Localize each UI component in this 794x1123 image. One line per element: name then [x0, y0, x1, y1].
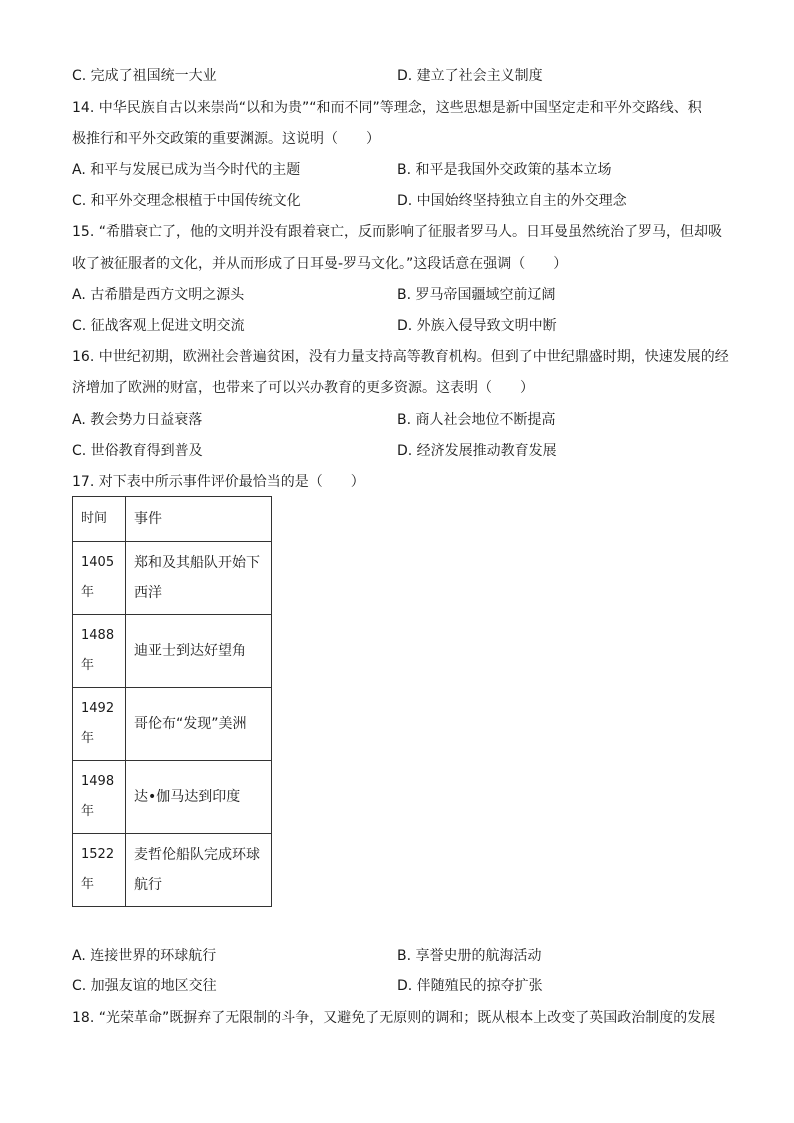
table-header-row [73, 497, 272, 542]
q13-options-cd [72, 66, 732, 86]
year-number: 1522 [81, 847, 115, 862]
year-suffix: 年 [81, 585, 95, 600]
q14-stem-line2: 极推行和平外交政策的重要渊源。这说明（ ） [72, 131, 380, 147]
table-cell-event: 迪亚士到达好望角 [126, 615, 272, 688]
table-cell-year [73, 688, 126, 761]
q15-option-b[interactable]: B. 罗马帝国疆域空前辽阔 [397, 287, 556, 303]
q15-option-a[interactable]: A. 古希腊是西方文明之源头 [72, 287, 245, 303]
year-suffix: 年 [81, 658, 95, 673]
table-cell-year [73, 615, 126, 688]
table-cell-year [73, 834, 126, 907]
year-number: 1498 [81, 774, 115, 789]
q13-option-d[interactable]: D. 建立了社会主义制度 [397, 68, 543, 84]
table-cell-year [73, 542, 126, 615]
event-line2: 西洋 [134, 585, 162, 601]
q16-options-ab [72, 410, 732, 430]
table-row [73, 688, 272, 761]
year-number: 1492 [81, 701, 115, 716]
table-cell-event: 哥伦布“发现”美洲 [126, 688, 272, 761]
year-number: 1488 [81, 628, 115, 643]
event-line1: 麦哲伦船队完成环球 [134, 847, 260, 863]
q15-stem-line2: 收了被征服者的文化，并从而形成了日耳曼-罗马文化。”这段话意在强调（ ） [72, 256, 568, 272]
year-number: 1405 [81, 555, 115, 570]
q15-stem-line1: 15. “希腊衰亡了，他的文明并没有跟着衰亡，反而影响了征服者罗马人。日耳曼虽然统治了罗马，但却吸 [72, 224, 722, 240]
q15-option-d[interactable]: D. 外族入侵导致文明中断 [397, 318, 557, 334]
q17-options-cd [72, 976, 732, 996]
q15-options-cd [72, 316, 732, 336]
table-row [73, 542, 272, 615]
q15-option-c[interactable]: C. 征战客观上促进文明交流 [72, 318, 245, 334]
table-cell-event [126, 542, 272, 615]
table-row [73, 615, 272, 688]
q18-stem-line1: 18. “光荣革命”既摒弃了无限制的斗争，又避免了无原则的调和；既从根本上改变了英国政治制度的发展 [72, 1010, 716, 1026]
q14-options-cd [72, 191, 732, 211]
event-line1: 郑和及其船队开始下 [134, 555, 260, 571]
q17-option-d[interactable]: D. 伴随殖民的掠夺扩张 [397, 978, 543, 994]
q14-option-b[interactable]: B. 和平是我国外交政策的基本立场 [397, 162, 612, 178]
year-suffix: 年 [81, 731, 95, 746]
q16-option-b[interactable]: B. 商人社会地位不断提高 [397, 412, 556, 428]
q14-option-c[interactable]: C. 和平外交理念根植于中国传统文化 [72, 193, 301, 209]
q17-stem: 17. 对下表中所示事件评价最恰当的是（ ） [72, 474, 365, 490]
q14-option-d[interactable]: D. 中国始终坚持独立自主的外交理念 [397, 193, 627, 209]
table-row [73, 834, 272, 907]
table-cell-year [73, 761, 126, 834]
q17-option-b[interactable]: B. 享誉史册的航海活动 [397, 948, 542, 964]
q17-option-c[interactable]: C. 加强友谊的地区交往 [72, 978, 217, 994]
q17-option-a[interactable]: A. 连接世界的环球航行 [72, 948, 217, 964]
q16-option-d[interactable]: D. 经济发展推动教育发展 [397, 443, 557, 459]
q14-options-ab [72, 160, 732, 180]
q17-options-ab [72, 946, 732, 966]
q14-option-a[interactable]: A. 和平与发展已成为当今时代的主题 [72, 162, 301, 178]
event-line2: 航行 [134, 877, 162, 893]
q14-stem-line1: 14. 中华民族自古以来崇尚“以和为贵”“和而不同”等理念，这些思想是新中国坚定走和平外交路线、积 [72, 100, 702, 116]
q16-option-c[interactable]: C. 世俗教育得到普及 [72, 443, 203, 459]
year-suffix: 年 [81, 877, 95, 892]
year-suffix: 年 [81, 804, 95, 819]
table-header-time: 时间 [73, 497, 126, 542]
table-cell-event: 达•伽马达到印度 [126, 761, 272, 834]
q16-options-cd [72, 441, 732, 461]
table-row [73, 761, 272, 834]
q16-stem-line1: 16. 中世纪初期，欧洲社会普遍贫困，没有力量支持高等教育机构。但到了中世纪鼎盛时期，快速发展的经 [72, 349, 729, 365]
q16-stem-line2: 济增加了欧洲的财富，也带来了可以兴办教育的更多资源。这表明（ ） [72, 380, 534, 396]
q16-option-a[interactable]: A. 教会势力日益衰落 [72, 412, 203, 428]
q13-option-c[interactable]: C. 完成了祖国统一大业 [72, 68, 217, 84]
q17-events-table [72, 496, 272, 907]
table-header-event: 事件 [126, 497, 272, 542]
q15-options-ab [72, 285, 732, 305]
table-cell-event [126, 834, 272, 907]
